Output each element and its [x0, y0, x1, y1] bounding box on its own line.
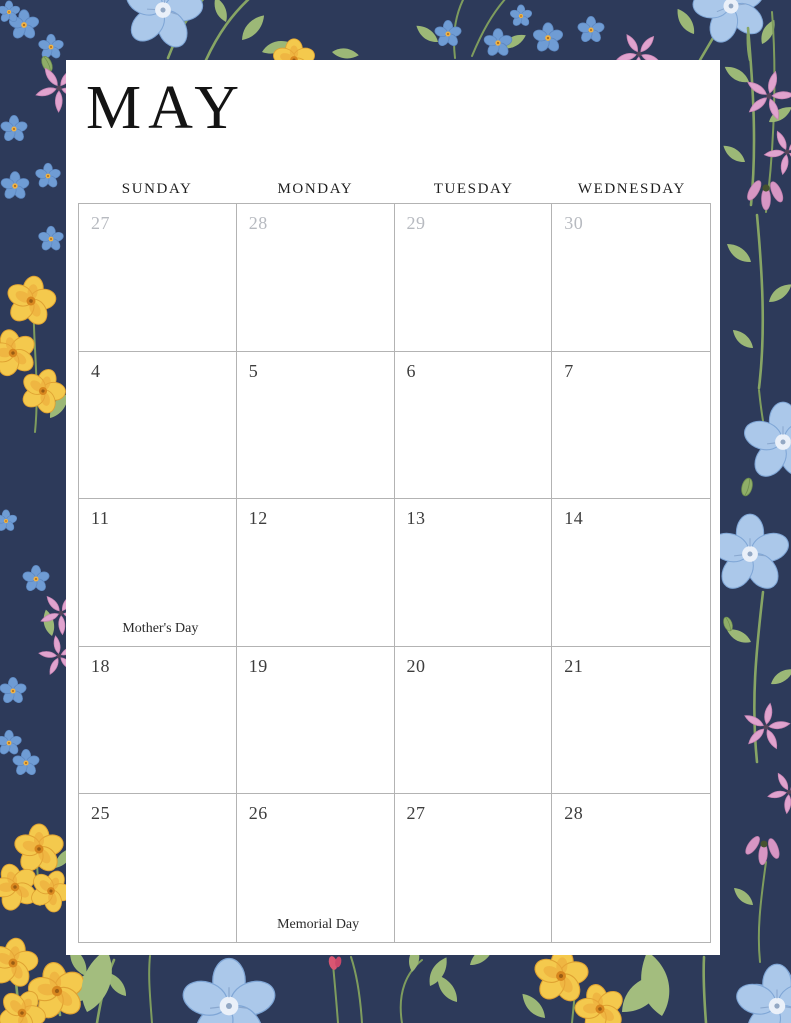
holiday-label [407, 473, 546, 490]
holiday-label [91, 768, 230, 785]
day-number: 19 [248, 655, 268, 676]
day-number: 18 [91, 655, 110, 676]
day-number: 5 [248, 360, 259, 381]
day-number: 28 [564, 803, 584, 824]
day-number: 25 [91, 803, 110, 824]
holiday-label [564, 326, 704, 343]
calendar-cell [79, 647, 237, 795]
day-number: 27 [406, 803, 426, 824]
calendar-cell [237, 647, 395, 795]
calendar-cell [237, 352, 395, 500]
holiday-label [249, 326, 388, 343]
weekday-header-wednesday: WEDNESDAY [577, 181, 686, 197]
day-number: 14 [564, 508, 584, 529]
calendar-cell [237, 794, 395, 942]
holiday-label [564, 768, 704, 785]
weekday-header-monday: MONDAY [277, 181, 354, 197]
holiday-label [407, 768, 546, 785]
calendar-cell [395, 352, 553, 500]
calendar-cell [552, 204, 710, 352]
day-number: 21 [564, 655, 584, 676]
calendar-cell [552, 352, 710, 500]
day-number: 11 [91, 508, 110, 529]
holiday-label [249, 473, 388, 490]
calendar-cell [79, 499, 237, 647]
day-number: 27 [91, 213, 110, 233]
calendar-cell [552, 794, 710, 942]
day-number: 7 [564, 360, 574, 381]
holiday-label [91, 473, 230, 490]
day-number: 13 [406, 508, 426, 529]
calendar-cell [79, 794, 237, 942]
holiday-label: Memorial Day [277, 917, 360, 932]
right-border-flowers [708, 12, 791, 1023]
holiday-label [564, 621, 704, 638]
day-number: 30 [564, 213, 584, 233]
holiday-label [564, 473, 704, 490]
holiday-label [407, 917, 546, 934]
day-number: 20 [406, 655, 426, 676]
calendar-cell [552, 647, 710, 795]
calendar-cell [395, 499, 553, 647]
holiday-label [249, 621, 388, 638]
holiday-label [91, 326, 230, 343]
calendar-cell [237, 204, 395, 352]
holiday-label [91, 917, 230, 934]
holiday-label [249, 768, 388, 785]
day-number: 6 [406, 360, 416, 381]
calendar-cell [79, 204, 237, 352]
calendar-cell [552, 499, 710, 647]
day-number: 29 [406, 213, 426, 233]
calendar-cell [79, 352, 237, 500]
weekday-header-sunday: SUNDAY [121, 181, 193, 197]
day-number: 4 [91, 360, 101, 381]
holiday-label: Mother's Day [122, 620, 199, 636]
calendar-cell [395, 794, 553, 942]
calendar-grid [78, 203, 711, 943]
day-number: 12 [248, 508, 268, 529]
calendar-cell [395, 204, 553, 352]
holiday-label [407, 326, 546, 343]
calendar-cell [237, 499, 395, 647]
holiday-label [564, 917, 704, 934]
weekday-header-tuesday: TUESDAY [433, 181, 514, 197]
day-number: 26 [248, 803, 268, 824]
calendar-cell [395, 647, 553, 795]
month-title: MAY [86, 74, 246, 142]
day-number: 28 [248, 213, 268, 233]
weekday-header-row [78, 181, 711, 198]
calendar-paper [66, 60, 720, 955]
holiday-label [407, 621, 546, 638]
